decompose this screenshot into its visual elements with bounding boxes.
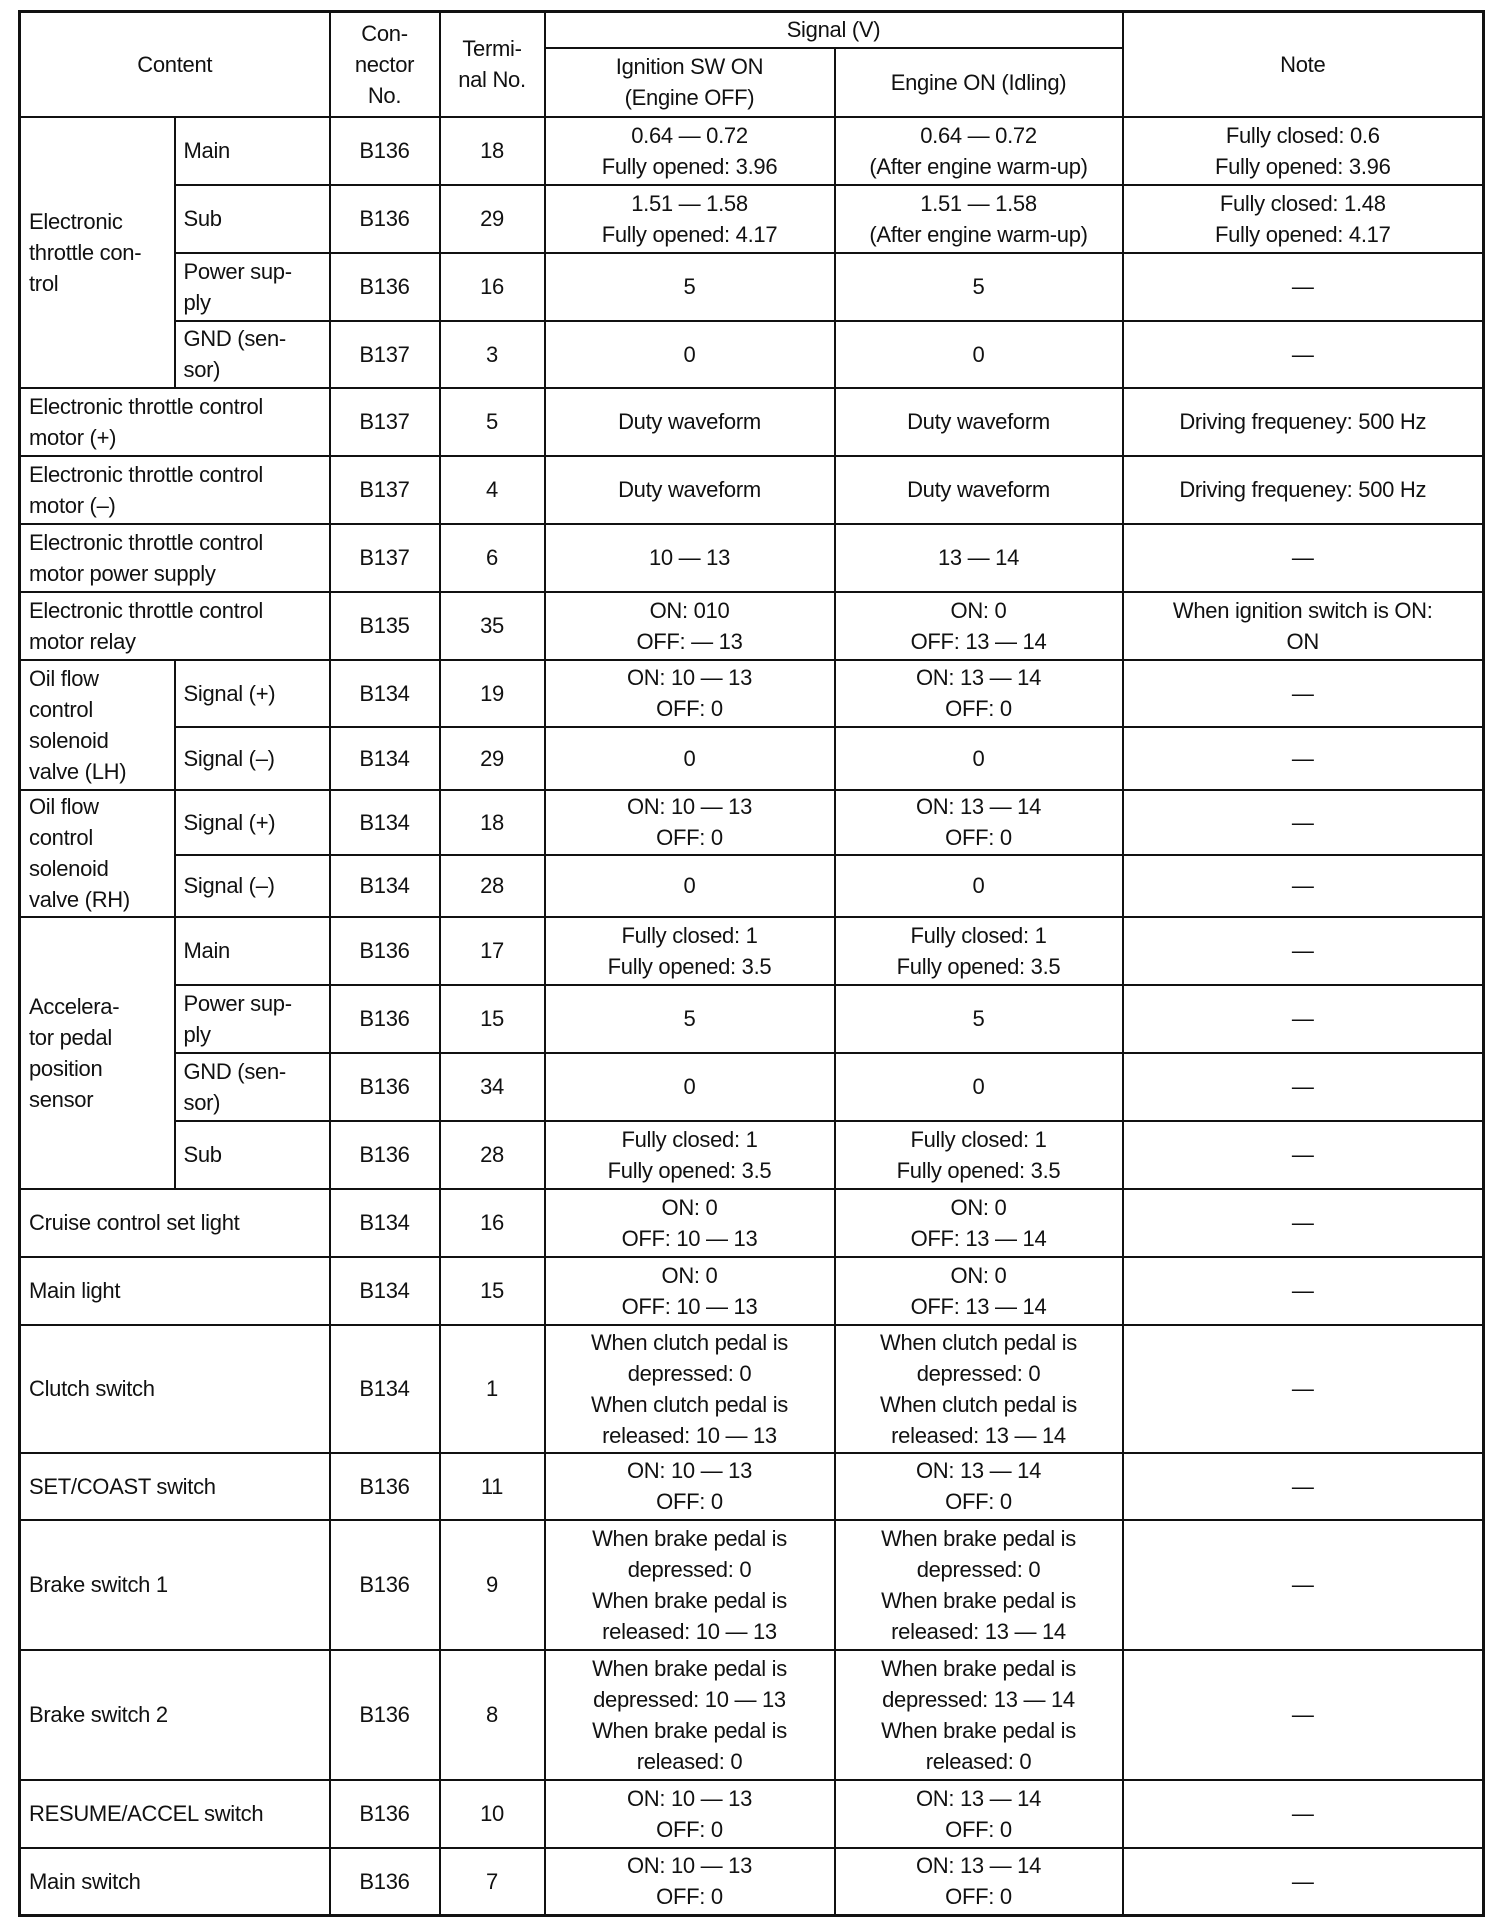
table-row: [20, 985, 1484, 1053]
content-sub-cell: Main: [175, 117, 330, 185]
engine-signal-cell: Fully closed: 1 Fully opened: 3.5: [835, 917, 1123, 985]
content-sub-cell: Sub: [175, 185, 330, 253]
table-row: [20, 321, 1484, 388]
content-sub-cell: Signal (–): [175, 855, 330, 917]
connector-cell: B136: [330, 1121, 440, 1189]
ignition-signal-cell: ON: 10 — 13 OFF: 0: [545, 1848, 835, 1916]
engine-signal-cell: ON: 0 OFF: 13 — 14: [835, 592, 1123, 660]
table-row: [20, 1780, 1484, 1848]
content-group-cell: Electronic throttle con- trol: [20, 117, 175, 388]
engine-signal-cell: ON: 0 OFF: 13 — 14: [835, 1189, 1123, 1257]
note-cell: —: [1123, 1848, 1484, 1916]
content-sub-cell: Signal (+): [175, 790, 330, 855]
note-cell: —: [1123, 1453, 1484, 1520]
ignition-signal-cell: ON: 0 OFF: 10 — 13: [545, 1189, 835, 1257]
table-row: [20, 1848, 1484, 1916]
note-cell: —: [1123, 855, 1484, 917]
table-row: [20, 1325, 1484, 1453]
ignition-signal-cell: ON: 10 — 13 OFF: 0: [545, 1453, 835, 1520]
ignition-signal-cell: Duty waveform: [545, 388, 835, 456]
note-cell: —: [1123, 524, 1484, 592]
content-cell: Electronic throttle control motor (–): [20, 456, 330, 524]
connector-cell: B137: [330, 456, 440, 524]
table-row: [20, 388, 1484, 456]
terminal-cell: 29: [440, 185, 545, 253]
terminal-cell: 18: [440, 790, 545, 855]
header-note: Note: [1123, 12, 1484, 117]
header-terminal: Termi- nal No.: [440, 12, 545, 117]
table-row: [20, 524, 1484, 592]
note-cell: —: [1123, 321, 1484, 388]
table-row: [20, 1189, 1484, 1257]
engine-signal-cell: ON: 0 OFF: 13 — 14: [835, 1257, 1123, 1325]
engine-signal-cell: 1.51 — 1.58 (After engine warm-up): [835, 185, 1123, 253]
note-cell: —: [1123, 1780, 1484, 1848]
ignition-signal-cell: Fully closed: 1 Fully opened: 3.5: [545, 1121, 835, 1189]
ignition-signal-cell: ON: 0 OFF: 10 — 13: [545, 1257, 835, 1325]
table-row: [20, 1257, 1484, 1325]
note-cell: Driving frequeney: 500 Hz: [1123, 456, 1484, 524]
content-cell: Clutch switch: [20, 1325, 330, 1453]
ignition-signal-cell: ON: 10 — 13 OFF: 0: [545, 1780, 835, 1848]
table-row: [20, 1453, 1484, 1520]
terminal-cell: 28: [440, 1121, 545, 1189]
connector-cell: B134: [330, 660, 440, 727]
content-cell: Brake switch 2: [20, 1650, 330, 1780]
table-row: [20, 727, 1484, 790]
table-row: [20, 185, 1484, 253]
table-body: [20, 117, 1484, 1916]
content-group-cell: Accelera- tor pedal position sensor: [20, 917, 175, 1189]
engine-signal-cell: 5: [835, 985, 1123, 1053]
content-cell: Electronic throttle control motor power supply: [20, 524, 330, 592]
terminal-cell: 18: [440, 117, 545, 185]
engine-signal-cell: ON: 13 — 14 OFF: 0: [835, 1780, 1123, 1848]
terminal-cell: 34: [440, 1053, 545, 1121]
connector-cell: B137: [330, 388, 440, 456]
connector-cell: B134: [330, 1325, 440, 1453]
table-row: [20, 253, 1484, 321]
header-content: Content: [20, 12, 330, 117]
note-cell: —: [1123, 1520, 1484, 1650]
terminal-cell: 3: [440, 321, 545, 388]
terminal-cell: 9: [440, 1520, 545, 1650]
connector-cell: B137: [330, 321, 440, 388]
note-cell: —: [1123, 985, 1484, 1053]
connector-cell: B136: [330, 1848, 440, 1916]
table-row: [20, 592, 1484, 660]
header-connector: Con- nector No.: [330, 12, 440, 117]
note-cell: —: [1123, 660, 1484, 727]
content-sub-cell: Power sup- ply: [175, 253, 330, 321]
content-sub-cell: GND (sen- sor): [175, 1053, 330, 1121]
terminal-cell: 4: [440, 456, 545, 524]
content-group-cell: Oil flow control solenoid valve (RH): [20, 790, 175, 917]
note-cell: —: [1123, 1257, 1484, 1325]
content-cell: Cruise control set light: [20, 1189, 330, 1257]
engine-signal-cell: 5: [835, 253, 1123, 321]
table-row: [20, 660, 1484, 727]
engine-signal-cell: 0: [835, 1053, 1123, 1121]
note-cell: —: [1123, 1053, 1484, 1121]
content-cell: RESUME/ACCEL switch: [20, 1780, 330, 1848]
header-signal: Signal (V): [545, 12, 1123, 48]
note-cell: —: [1123, 727, 1484, 790]
content-sub-cell: Signal (+): [175, 660, 330, 727]
terminal-cell: 17: [440, 917, 545, 985]
engine-signal-cell: Fully closed: 1 Fully opened: 3.5: [835, 1121, 1123, 1189]
connector-cell: B136: [330, 1053, 440, 1121]
note-cell: —: [1123, 917, 1484, 985]
connector-cell: B137: [330, 524, 440, 592]
content-sub-cell: Sub: [175, 1121, 330, 1189]
engine-signal-cell: When clutch pedal is depressed: 0 When clutch pedal is released: 13 — 14: [835, 1325, 1123, 1453]
content-sub-cell: Main: [175, 917, 330, 985]
engine-signal-cell: 0: [835, 855, 1123, 917]
connector-cell: B135: [330, 592, 440, 660]
engine-signal-cell: 0: [835, 321, 1123, 388]
terminal-cell: 29: [440, 727, 545, 790]
note-cell: —: [1123, 1650, 1484, 1780]
table-row: [20, 1520, 1484, 1650]
terminal-cell: 1: [440, 1325, 545, 1453]
ignition-signal-cell: ON: 10 — 13 OFF: 0: [545, 790, 835, 855]
ignition-signal-cell: 0: [545, 855, 835, 917]
connector-cell: B136: [330, 985, 440, 1053]
connector-cell: B136: [330, 1650, 440, 1780]
ignition-signal-cell: Fully closed: 1 Fully opened: 3.5: [545, 917, 835, 985]
table-row: [20, 855, 1484, 917]
content-cell: Electronic throttle control motor relay: [20, 592, 330, 660]
ignition-signal-cell: ON: 010 OFF: — 13: [545, 592, 835, 660]
ignition-signal-cell: When brake pedal is depressed: 0 When brake pedal is released: 10 — 13: [545, 1520, 835, 1650]
content-sub-cell: GND (sen- sor): [175, 321, 330, 388]
ignition-signal-cell: Duty waveform: [545, 456, 835, 524]
terminal-cell: 7: [440, 1848, 545, 1916]
connector-cell: B134: [330, 790, 440, 855]
ignition-signal-cell: When clutch pedal is depressed: 0 When clutch pedal is released: 10 — 13: [545, 1325, 835, 1453]
connector-cell: B136: [330, 1453, 440, 1520]
ignition-signal-cell: 1.51 — 1.58 Fully opened: 4.17: [545, 185, 835, 253]
table-row: [20, 1650, 1484, 1780]
table-row: [20, 456, 1484, 524]
content-cell: SET/COAST switch: [20, 1453, 330, 1520]
terminal-cell: 35: [440, 592, 545, 660]
table-row: [20, 1053, 1484, 1121]
ignition-signal-cell: 5: [545, 985, 835, 1053]
connector-cell: B136: [330, 917, 440, 985]
content-sub-cell: Signal (–): [175, 727, 330, 790]
content-group-cell: Oil flow control solenoid valve (LH): [20, 660, 175, 790]
note-cell: —: [1123, 1121, 1484, 1189]
note-cell: Fully closed: 1.48 Fully opened: 4.17: [1123, 185, 1484, 253]
terminal-cell: 28: [440, 855, 545, 917]
table-row: [20, 790, 1484, 855]
ignition-signal-cell: ON: 10 — 13 OFF: 0: [545, 660, 835, 727]
connector-cell: B136: [330, 253, 440, 321]
terminal-cell: 16: [440, 253, 545, 321]
connector-cell: B136: [330, 1780, 440, 1848]
content-cell: Main switch: [20, 1848, 330, 1916]
note-cell: —: [1123, 1325, 1484, 1453]
terminal-cell: 5: [440, 388, 545, 456]
terminal-cell: 11: [440, 1453, 545, 1520]
header-engine: Engine ON (Idling): [835, 48, 1123, 117]
content-cell: Main light: [20, 1257, 330, 1325]
header-ignition: Ignition SW ON (Engine OFF): [545, 48, 835, 117]
connector-cell: B134: [330, 1257, 440, 1325]
note-cell: Fully closed: 0.6 Fully opened: 3.96: [1123, 117, 1484, 185]
ignition-signal-cell: 0: [545, 321, 835, 388]
connector-cell: B136: [330, 185, 440, 253]
note-cell: —: [1123, 1189, 1484, 1257]
engine-signal-cell: ON: 13 — 14 OFF: 0: [835, 1848, 1123, 1916]
terminal-cell: 15: [440, 985, 545, 1053]
engine-signal-cell: When brake pedal is depressed: 0 When brake pedal is released: 13 — 14: [835, 1520, 1123, 1650]
ignition-signal-cell: 0: [545, 1053, 835, 1121]
note-cell: When ignition switch is ON: ON: [1123, 592, 1484, 660]
signal-table: [18, 10, 1485, 1917]
content-sub-cell: Power sup- ply: [175, 985, 330, 1053]
engine-signal-cell: 13 — 14: [835, 524, 1123, 592]
terminal-cell: 15: [440, 1257, 545, 1325]
connector-cell: B136: [330, 117, 440, 185]
engine-signal-cell: 0: [835, 727, 1123, 790]
engine-signal-cell: Duty waveform: [835, 456, 1123, 524]
connector-cell: B134: [330, 727, 440, 790]
engine-signal-cell: ON: 13 — 14 OFF: 0: [835, 1453, 1123, 1520]
terminal-cell: 16: [440, 1189, 545, 1257]
engine-signal-cell: 0.64 — 0.72 (After engine warm-up): [835, 117, 1123, 185]
engine-signal-cell: ON: 13 — 14 OFF: 0: [835, 660, 1123, 727]
note-cell: Driving frequeney: 500 Hz: [1123, 388, 1484, 456]
connector-cell: B134: [330, 1189, 440, 1257]
terminal-cell: 6: [440, 524, 545, 592]
connector-cell: B134: [330, 855, 440, 917]
table-row: [20, 917, 1484, 985]
engine-signal-cell: ON: 13 — 14 OFF: 0: [835, 790, 1123, 855]
ignition-signal-cell: When brake pedal is depressed: 10 — 13 When brake pedal is released: 0: [545, 1650, 835, 1780]
ignition-signal-cell: 0.64 — 0.72 Fully opened: 3.96: [545, 117, 835, 185]
connector-cell: B136: [330, 1520, 440, 1650]
note-cell: —: [1123, 253, 1484, 321]
table-row: [20, 1121, 1484, 1189]
terminal-cell: 8: [440, 1650, 545, 1780]
ignition-signal-cell: 10 — 13: [545, 524, 835, 592]
content-cell: Brake switch 1: [20, 1520, 330, 1650]
terminal-cell: 10: [440, 1780, 545, 1848]
content-cell: Electronic throttle control motor (+): [20, 388, 330, 456]
terminal-cell: 19: [440, 660, 545, 727]
engine-signal-cell: When brake pedal is depressed: 13 — 14 When brake pedal is released: 0: [835, 1650, 1123, 1780]
ignition-signal-cell: 0: [545, 727, 835, 790]
table-row: [20, 117, 1484, 185]
note-cell: —: [1123, 790, 1484, 855]
engine-signal-cell: Duty waveform: [835, 388, 1123, 456]
ignition-signal-cell: 5: [545, 253, 835, 321]
